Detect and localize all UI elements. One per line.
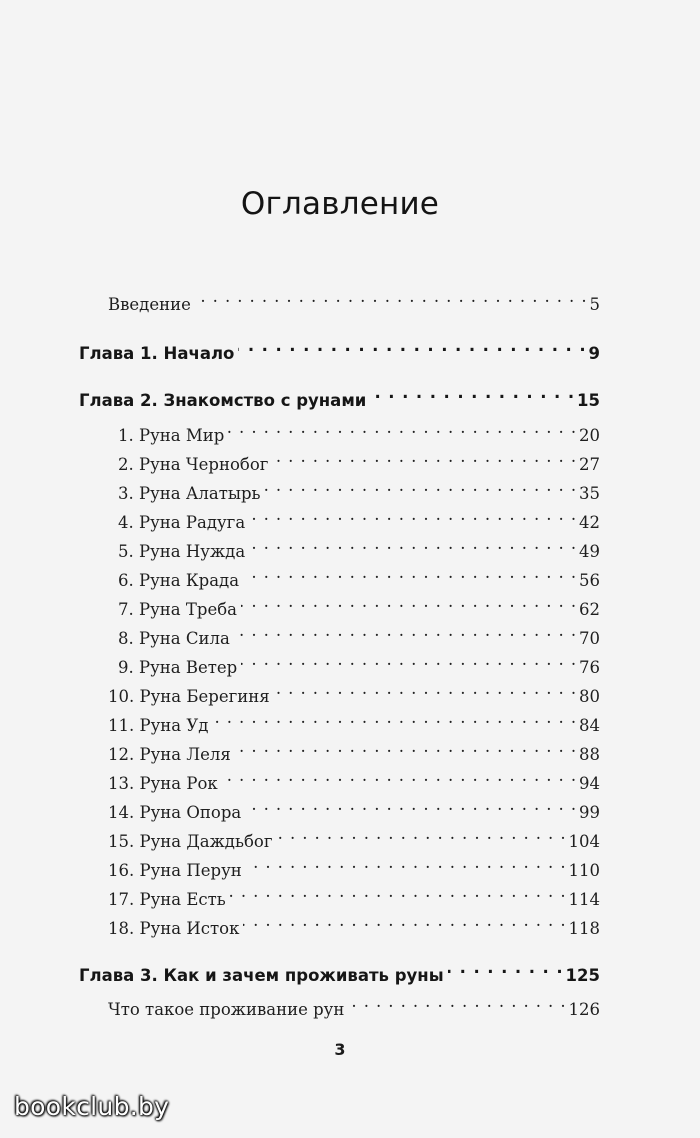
dot-leader (274, 676, 577, 702)
toc-entry-page: 94 (579, 774, 600, 793)
toc-entry-page: 49 (579, 542, 600, 561)
dot-leader (234, 618, 577, 644)
dot-leader (249, 531, 577, 557)
toc-entry-rune-16[interactable] (108, 850, 600, 880)
toc-entry-page: 88 (579, 745, 600, 764)
toc-entry-rune-9[interactable] (118, 647, 600, 677)
dot-leader (276, 821, 566, 847)
toc-entry-label: 3. Руна Алатырь (118, 484, 261, 503)
toc-entry-label: 8. Руна Сила (118, 629, 230, 648)
toc-entry-label: 15. Руна Даждьбог (108, 832, 273, 851)
toc-entry-rune-3[interactable] (118, 473, 600, 503)
toc-entry-page: 15 (577, 391, 600, 410)
toc-entry-page: 35 (579, 484, 600, 503)
toc-entry-chapter-2[interactable] (79, 380, 600, 410)
toc-entry-chapter-1[interactable] (79, 333, 600, 363)
toc-entry-page: 114 (568, 890, 600, 909)
toc-entry-page: 126 (568, 1000, 600, 1019)
toc-entry-page: 5 (589, 295, 600, 314)
toc-entry-label: 13. Руна Рок (108, 774, 218, 793)
toc-entry-label: 2. Руна Чернобог (118, 455, 269, 474)
toc-entry-page: 99 (579, 803, 600, 822)
dot-leader (241, 647, 577, 673)
toc-entry-label: 10. Руна Берегиня (108, 687, 270, 706)
toc-entry-page: 110 (568, 861, 600, 880)
dot-leader (222, 763, 577, 789)
dot-leader (238, 333, 586, 359)
toc-entry-rune-17[interactable] (108, 879, 600, 909)
toc-entry-rune-18[interactable] (108, 908, 600, 938)
dot-leader (272, 444, 577, 470)
toc-entry-page: 56 (579, 571, 600, 590)
toc-entry-label: Глава 1. Начало (79, 344, 235, 363)
toc-entry-page: 76 (579, 658, 600, 677)
dot-leader (243, 560, 577, 586)
dot-leader (235, 734, 577, 760)
toc-entry-label: 6. Руна Крада (118, 571, 240, 590)
toc-entry-page: 27 (579, 455, 600, 474)
toc-entry-label: 4. Руна Радуга (118, 513, 246, 532)
toc-entry-label: 7. Руна Треба (118, 600, 237, 619)
toc-entry-label: 16. Руна Перун (108, 861, 242, 880)
toc-entry-rune-4[interactable] (118, 502, 600, 532)
toc-entry-page: 84 (579, 716, 600, 735)
toc-entry-rune-5[interactable] (118, 531, 600, 561)
toc-entry-rune-1[interactable] (118, 415, 600, 445)
dot-leader (448, 955, 564, 981)
dot-leader (249, 502, 577, 528)
toc-entry-page: 104 (568, 832, 600, 851)
toc-entry-label: 11. Руна Уд (108, 716, 209, 735)
toc-entry-page: 118 (568, 919, 600, 938)
toc-entry-label: 9. Руна Ветер (118, 658, 238, 677)
toc-entry-label: 18. Руна Исток (108, 919, 240, 938)
toc-entry-chapter-3[interactable] (79, 955, 600, 985)
toc-entry-page: 80 (579, 687, 600, 706)
dot-leader (246, 850, 567, 876)
toc-entry-page: 70 (579, 629, 600, 648)
dot-leader (348, 989, 566, 1015)
toc-entry-label: 1. Руна Мир (118, 426, 225, 445)
toc-entry-rune-10[interactable] (108, 676, 600, 706)
toc-entry-rune-7[interactable] (118, 589, 600, 619)
dot-leader (228, 415, 577, 441)
dot-leader (195, 284, 588, 310)
toc-entry-living-runes[interactable] (108, 989, 600, 1019)
toc-entry-label: 12. Руна Леля (108, 745, 231, 764)
page-title: Оглавление (240, 186, 440, 222)
dot-leader (212, 705, 577, 731)
watermark: bookclub.by (14, 1092, 170, 1121)
dot-leader (370, 380, 575, 406)
toc-entry-rune-11[interactable] (108, 705, 600, 735)
dot-leader (241, 589, 577, 615)
toc-entry-label: 17. Руна Есть (108, 890, 226, 909)
toc-entry-page: 62 (579, 600, 600, 619)
toc-entry-rune-12[interactable] (108, 734, 600, 764)
toc-entry-rune-6[interactable] (118, 560, 600, 590)
toc-entry-page: 42 (579, 513, 600, 532)
toc-entry-rune-15[interactable] (108, 821, 600, 851)
dot-leader (243, 908, 566, 934)
toc-entry-rune-8[interactable] (118, 618, 600, 648)
toc-entry-page: 125 (565, 966, 600, 985)
toc-entry-label: 5. Руна Нужда (118, 542, 246, 561)
dot-leader (265, 473, 578, 499)
toc-entry-label: 14. Руна Опора (108, 803, 242, 822)
toc-entry-page: 9 (588, 344, 600, 363)
page-number: 3 (334, 1040, 346, 1059)
toc-entry-rune-13[interactable] (108, 763, 600, 793)
toc-entry-page: 20 (579, 426, 600, 445)
dot-leader (245, 792, 577, 818)
toc-entry-label: Глава 2. Знакомство с рунами (79, 391, 367, 410)
toc-entry-introduction[interactable] (108, 284, 600, 314)
toc-entry-label: Глава 3. Как и зачем проживать руны (79, 966, 444, 985)
toc-entry-rune-2[interactable] (118, 444, 600, 474)
dot-leader (230, 879, 567, 905)
toc-entry-rune-14[interactable] (108, 792, 600, 822)
toc-entry-label: Введение (108, 295, 191, 314)
toc-entry-label: Что такое проживание рун (108, 1000, 345, 1019)
